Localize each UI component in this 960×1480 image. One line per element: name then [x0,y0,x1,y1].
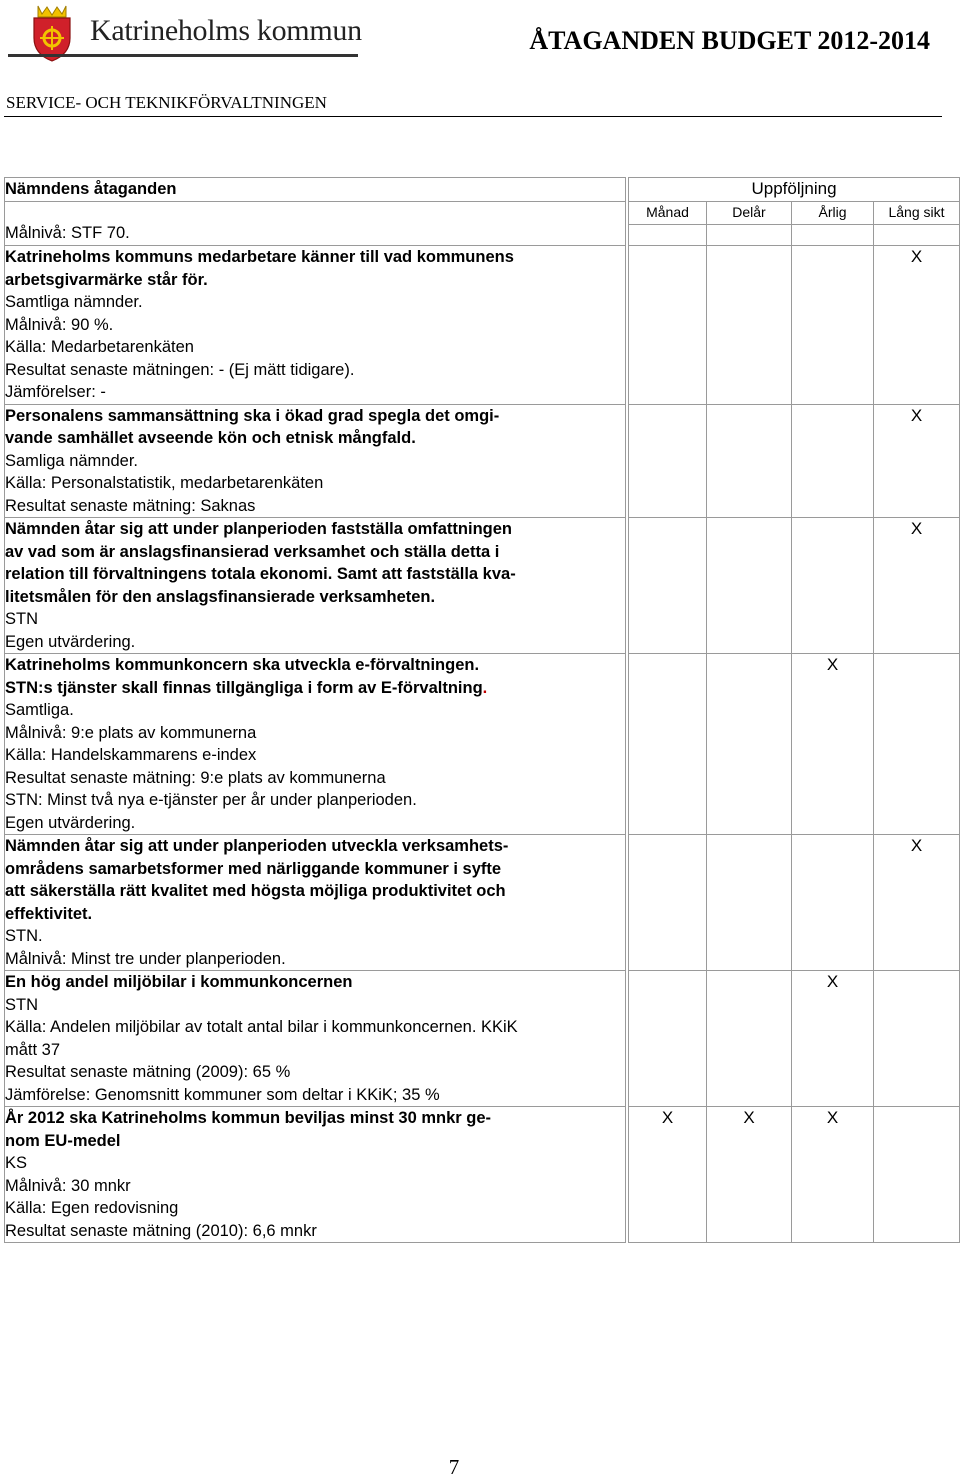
mark-cell-arlig: X [792,654,874,835]
mark-cell-lang-sikt: X [874,246,960,405]
commitment-detail-line: KS [5,1154,28,1172]
commitment-detail-line: Samtliga. [5,701,74,719]
commitment-text [5,404,626,518]
mark-cell-manad [629,654,707,835]
empty-cell [707,225,792,246]
commitment-heading-line: En hög andel miljöbilar i kommunkoncernen [5,973,353,991]
commitment-heading-line: arbetsgivarmärke står för. [5,270,208,289]
commitment-heading-line: Katrineholms kommunkoncern ska utveckla e-förvaltningen. [5,656,480,674]
commitment-text [5,1107,626,1243]
red-period: . [482,678,488,697]
commitment-detail-line: STN. [5,927,43,945]
column-header-delar: Delår [707,201,792,225]
column-header-lang-sikt: Lång sikt [874,201,960,225]
table-title: Nämndens åtaganden [5,178,626,202]
commitment-heading-line: relation till förvaltningens totala ekonomi. Samt att fastställa kva- [5,565,516,583]
table-row [5,1107,960,1243]
commitment-detail-line: mått 37 [5,1040,61,1059]
commitment-detail-line: Målnivå: 90 %. [5,315,114,334]
commitment-heading-line [5,677,625,700]
commitment-heading-line: litetsmålen för den anslagsfinansierade verksamheten. [5,587,436,606]
mark-cell-arlig [792,404,874,518]
mark-cell-delar [707,404,792,518]
mark-cell-delar [707,246,792,405]
commitment-detail-line: Källa: Andelen miljöbilar av totalt antal bilar i kommunkoncernen. KKiK [5,1018,518,1036]
table-row [5,404,960,518]
commitment-text [5,971,626,1107]
mark-cell-manad [629,518,707,654]
document-title: ÅTAGANDEN BUDGET 2012-2014 [529,26,930,55]
commitment-detail-line: Resultat senaste mätning: 9:e plats av kommunerna [5,768,386,787]
commitment-detail-line: STN: Minst två nya e-tjänster per år under planperioden. [5,791,417,809]
commitment-detail-line: Jämförelse: Genomsnitt kommuner som deltar i KKiK; 35 % [5,1085,440,1104]
commitment-text [5,246,626,405]
mark-cell-delar: X [707,1107,792,1243]
mark-cell-manad [629,971,707,1107]
table-row [5,518,960,654]
commitment-detail-line: Samtliga nämnder. [5,293,143,311]
org-name: Katrineholms kommun [90,14,362,47]
commitment-heading-line: vande samhället avseende kön och etnisk mångfald. [5,429,416,447]
commitment-heading-line: Nämnden åtar sig att under planperioden utveckla verksamhets- [5,837,509,855]
commitment-detail-line: Källa: Egen redovisning [5,1199,179,1217]
commitment-detail-line: Resultat senaste mätning: Saknas [5,496,256,515]
header-rule [4,116,942,117]
table-row [5,971,960,1107]
commitment-heading-line: År 2012 ska Katrineholms kommun beviljas minst 30 mnkr ge- [5,1109,492,1127]
table-row [5,835,960,971]
commitment-heading-line: Katrineholms kommuns medarbetare känner till vad kommunens [5,248,514,266]
commitment-detail-line: Källa: Medarbetarenkäten [5,338,194,356]
mark-cell-arlig [792,518,874,654]
commitment-heading-line: Personalens sammansättning ska i ökad grad spegla det omgi- [5,406,500,425]
commitment-detail-line: Målnivå: 30 mnkr [5,1176,131,1195]
goal-level: Målnivå: STF 70. [5,201,626,246]
mark-cell-lang-sikt [874,971,960,1107]
table-row [5,246,960,405]
commitment-detail-line: STN [5,610,38,628]
mark-cell-manad [629,404,707,518]
commitment-detail-line: Resultat senaste mätningen: - (Ej mätt tidigare). [5,360,355,379]
column-header-manad: Månad [629,201,707,225]
mark-cell-arlig: X [792,971,874,1107]
commitment-text [5,654,626,835]
followup-title: Uppföljning [629,178,960,202]
page-header [0,0,960,120]
commitment-detail-line: Källa: Personalstatistik, medarbetarenkäten [5,474,324,492]
mark-cell-manad [629,835,707,971]
mark-cell-delar [707,518,792,654]
commitment-detail-line: Jämförelser: - [5,383,106,401]
empty-cell [792,225,874,246]
commitment-heading-line: Nämnden åtar sig att under planperioden fastställa omfattningen [5,520,512,538]
commitment-detail-line: Resultat senaste mätning (2010): 6,6 mnkr [5,1221,317,1240]
commitment-heading-line: nom EU-medel [5,1131,121,1150]
commitment-heading-text: STN:s tjänster skall finnas tillgängliga i form av E-förvaltning [5,678,483,697]
mark-cell-manad: X [629,1107,707,1243]
commitments-table [4,177,960,1243]
mark-cell-lang-sikt: X [874,518,960,654]
commitment-detail-line: Målnivå: 9:e plats av kommunerna [5,723,257,742]
mark-cell-lang-sikt: X [874,404,960,518]
logo-underline [8,54,358,57]
department-name: SERVICE- OCH TEKNIKFÖRVALTNINGEN [6,93,327,112]
commitment-detail-line: Egen utvärdering. [5,632,136,651]
empty-cell [629,225,707,246]
mark-cell-lang-sikt [874,1107,960,1243]
table-row [5,654,960,835]
municipality-logo [4,2,374,64]
commitment-text [5,835,626,971]
mark-cell-arlig [792,835,874,971]
commitment-detail-line: Målnivå: Minst tre under planperioden. [5,949,286,968]
table-columns-row [5,201,960,225]
column-header-arlig: Årlig [792,201,874,225]
commitment-text [5,518,626,654]
commitment-detail-line: Källa: Handelskammarens e-index [5,746,257,764]
commitment-heading-line: av vad som är anslagsfinansierad verksamhet och ställa detta i [5,542,500,561]
commitment-heading-line: att säkerställa rätt kvalitet med högsta möjliga produktivitet och [5,882,506,900]
mark-cell-delar [707,835,792,971]
empty-cell [874,225,960,246]
mark-cell-lang-sikt [874,654,960,835]
mark-cell-manad [629,246,707,405]
mark-cell-delar [707,971,792,1107]
commitment-detail-line: STN [5,995,38,1014]
commitment-detail-line: Samliga nämnder. [5,451,138,470]
mark-cell-delar [707,654,792,835]
commitment-detail-line: Resultat senaste mätning (2009): 65 % [5,1063,291,1081]
commitment-heading-line: effektivitet. [5,904,93,923]
mark-cell-arlig: X [792,1107,874,1243]
mark-cell-arlig [792,246,874,405]
commitment-heading-line: områdens samarbetsformer med närliggande kommuner i syfte [5,859,502,878]
page-number: 7 [448,1455,460,1479]
commitment-detail-line: Egen utvärdering. [5,813,136,832]
mark-cell-lang-sikt: X [874,835,960,971]
table-header-row [5,178,960,202]
